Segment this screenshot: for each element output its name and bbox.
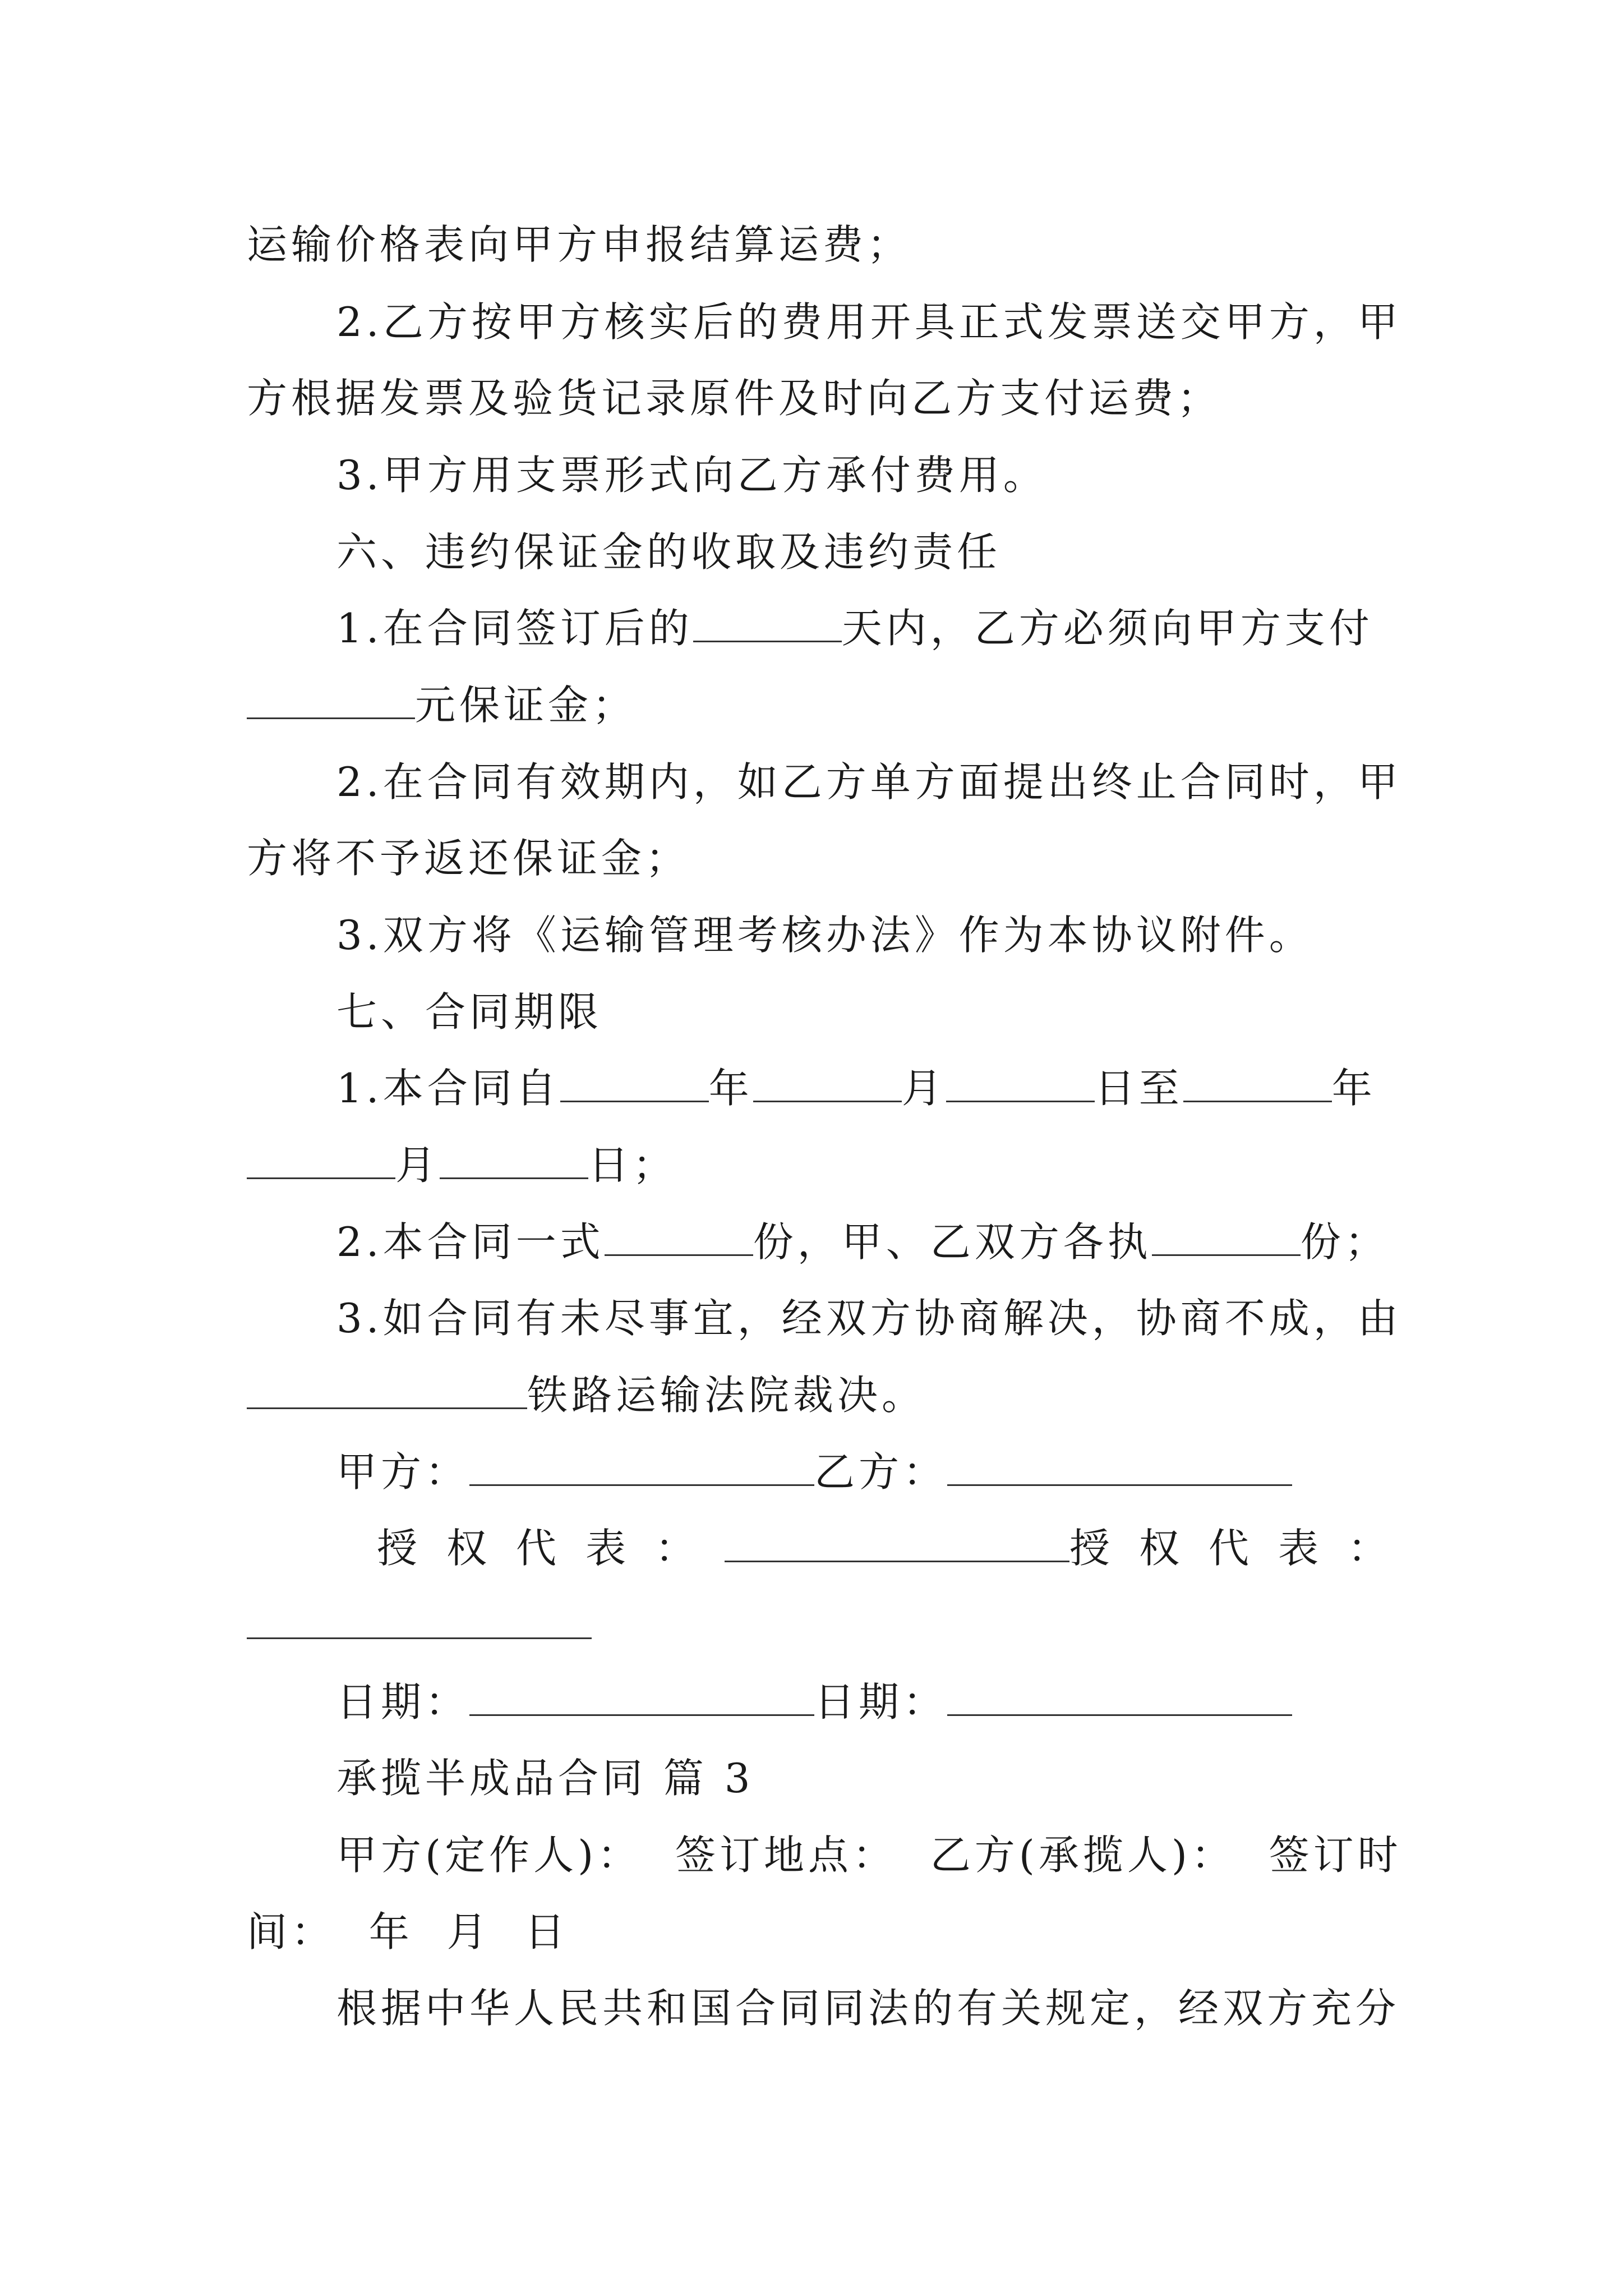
paragraph-line: 方将不予返还保证金；: [247, 835, 690, 882]
blank-field[interactable]: [247, 1370, 527, 1409]
blank-field[interactable]: [605, 1217, 753, 1256]
paragraph-line: 月 日；: [247, 1139, 677, 1191]
paragraph-line: 甲方(定作人)： 签订地点： 乙方(承揽人)： 签订时: [336, 1832, 1402, 1879]
paragraph-line: 间： 年 月 日: [247, 1908, 569, 1955]
paragraph-line: 1.本合同自 年 月 日至 年: [336, 1065, 1376, 1112]
paragraph-line: [247, 1599, 592, 1651]
blank-field[interactable]: [247, 1140, 395, 1179]
blank-field[interactable]: [947, 1447, 1292, 1486]
paragraph-line: 铁路运输法院裁决。: [247, 1369, 926, 1421]
blank-field[interactable]: [947, 1677, 1292, 1716]
blank-field[interactable]: [469, 1447, 814, 1486]
blank-field[interactable]: [1152, 1217, 1301, 1256]
blank-field[interactable]: [440, 1140, 588, 1179]
paragraph-line: 3.双方将《运输管理考核办法》作为本协议附件。: [336, 912, 1313, 959]
paragraph-line: 2.在合同有效期内，如乙方单方面提出终止合同时，甲: [336, 758, 1402, 806]
blank-field[interactable]: [1183, 1064, 1332, 1102]
paragraph-line: 3.甲方用支票形式向乙方承付费用。: [336, 452, 1048, 499]
blank-field[interactable]: [753, 1064, 902, 1102]
blank-field[interactable]: [247, 1600, 592, 1639]
section-heading: 六、违约保证金的收取及违约责任: [336, 528, 1002, 576]
section-heading: 七、合同期限: [336, 988, 603, 1036]
blank-field[interactable]: [693, 604, 842, 642]
blank-field[interactable]: [725, 1524, 1069, 1562]
paragraph-line: 2.乙方按甲方核实后的费用开具正式发票送交甲方，甲: [336, 298, 1402, 346]
paragraph-line: 3.如合同有未尽事宜，经双方协商解决，协商不成，由: [336, 1295, 1402, 1342]
paragraph-line: 方根据发票及验货记录原件及时向乙方支付运费；: [247, 375, 1222, 422]
paragraph-line: 元保证金；: [247, 679, 637, 731]
blank-field[interactable]: [946, 1064, 1095, 1102]
signature-line-dates: 日期： 日期：: [336, 1676, 1292, 1728]
paragraph-line: 1.在合同签订后的 天内，乙方必须向甲方支付: [336, 605, 1373, 652]
paragraph-line: 根据中华人民共和国合同同法的有关规定，经双方充分: [336, 1985, 1400, 2032]
signature-line-parties: 甲方： 乙方：: [336, 1446, 1292, 1498]
signature-line-representatives: 授权代表： 授权代表：: [377, 1525, 1418, 1572]
paragraph-line: 运输价格表向甲方申报结算运费；: [247, 221, 912, 268]
blank-field[interactable]: [247, 680, 415, 719]
contract-title: 承揽半成品合同 篇 3: [336, 1755, 754, 1802]
blank-field[interactable]: [560, 1064, 709, 1102]
paragraph-line: 2.本合同一式 份，甲、乙双方各执 份；: [336, 1218, 1389, 1266]
blank-field[interactable]: [469, 1677, 814, 1716]
